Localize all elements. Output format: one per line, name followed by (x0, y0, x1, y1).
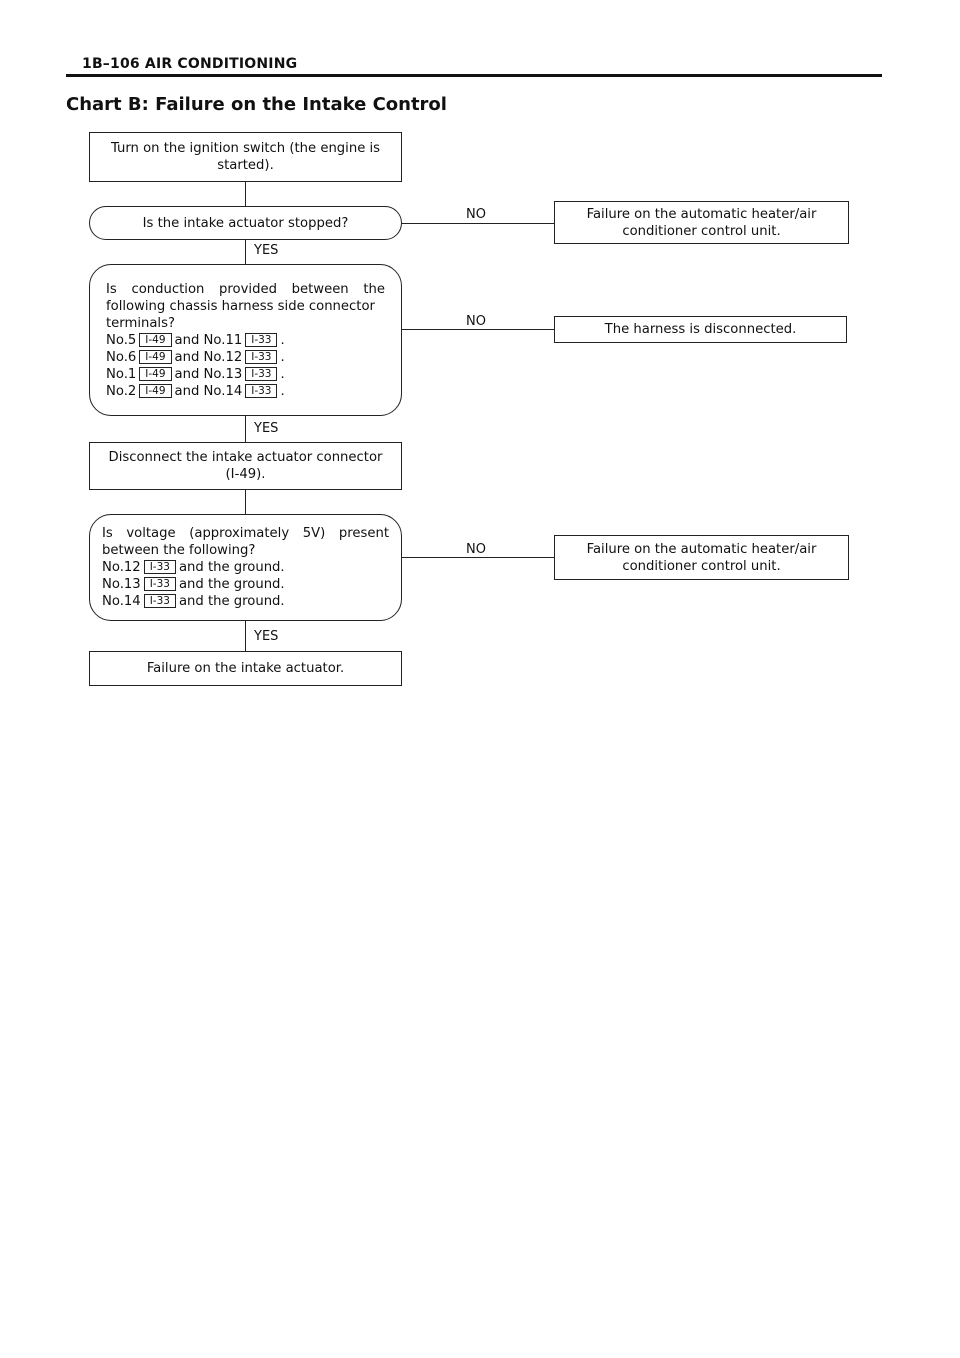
connector-q4-end (245, 621, 246, 651)
connector-q1-r1 (401, 223, 554, 224)
connector-badge: I-33 (144, 560, 176, 574)
terminal-pair-row: No.1 I-49 and No.13 I-33 . (106, 366, 285, 382)
connector-badge: I-33 (245, 367, 277, 381)
connector-q1-q2 (245, 240, 246, 264)
yes-label-1: YES (254, 243, 279, 258)
step-end-text: Failure on the intake actuator. (146, 661, 345, 676)
ground-check-row: No.12 I-33 and the ground. (102, 560, 285, 575)
terminal-pair-row: No.6 I-49 and No.12 I-33 . (106, 349, 285, 365)
connector-badge: I-49 (139, 384, 171, 398)
connector-badge: I-49 (139, 333, 171, 347)
step-start-box (89, 132, 402, 182)
question-1-text: Is the intake actuator stopped? (142, 215, 349, 231)
question-1-box (89, 206, 402, 240)
result-1-box (554, 201, 849, 244)
step-3-line-2: (I-49). (225, 467, 266, 482)
result-4-box (554, 535, 849, 580)
question-2-line-2: following chassis harness side connector (106, 298, 375, 314)
ground-check-row: No.14 I-33 and the ground. (102, 594, 285, 609)
terminal-pair-row: No.2 I-49 and No.14 I-33 . (106, 383, 285, 399)
connector-start-q1 (245, 182, 246, 206)
result-1-line-1: Failure on the automatic heater/air (586, 206, 817, 222)
step-start-line-2: started). (217, 158, 274, 173)
connector-badge: I-33 (144, 594, 176, 608)
question-2-line-3: terminals? (106, 315, 175, 331)
result-2-box (554, 316, 847, 343)
ground-check-row: No.13 I-33 and the ground. (102, 577, 285, 592)
connector-badge: I-49 (139, 367, 171, 381)
step-end-box (89, 651, 402, 686)
result-1-line-2: conditioner control unit. (622, 223, 781, 239)
connector-q4-r4 (401, 557, 554, 558)
connector-q2-s3 (245, 416, 246, 442)
yes-label-3: YES (254, 629, 279, 644)
step-3-box (89, 442, 402, 490)
no-label-2: NO (466, 314, 486, 329)
connector-badge: I-33 (245, 333, 277, 347)
yes-label-2: YES (254, 421, 279, 436)
terminal-pair-row: No.5 I-49 and No.11 I-33 . (106, 332, 285, 348)
question-4-line-2: between the following? (102, 543, 256, 558)
connector-s3-q4 (245, 490, 246, 514)
connector-badge: I-49 (139, 350, 171, 364)
connector-badge: I-33 (245, 350, 277, 364)
connector-badge: I-33 (245, 384, 277, 398)
result-2-text: The harness is disconnected. (604, 322, 797, 337)
question-4-box (89, 514, 402, 621)
question-2-line-1: Is conduction provided between the (106, 281, 385, 297)
connector-badge: I-33 (144, 577, 176, 591)
step-3-line-1: Disconnect the intake actuator connector (108, 450, 383, 465)
question-2-box (89, 264, 402, 416)
result-4-line-2: conditioner control unit. (622, 558, 781, 574)
connector-q2-r2 (401, 329, 554, 330)
question-4-line-1: Is voltage (approximately 5V) present (102, 526, 389, 541)
step-start-line-1: Turn on the ignition switch (the engine is (110, 141, 381, 156)
no-label-1: NO (466, 207, 486, 222)
result-4-line-1: Failure on the automatic heater/air (586, 541, 817, 557)
chart-title: Chart B: Failure on the Intake Control (66, 94, 447, 115)
section-title: 1B–106 AIR CONDITIONING (82, 56, 298, 72)
no-label-3: NO (466, 542, 486, 557)
